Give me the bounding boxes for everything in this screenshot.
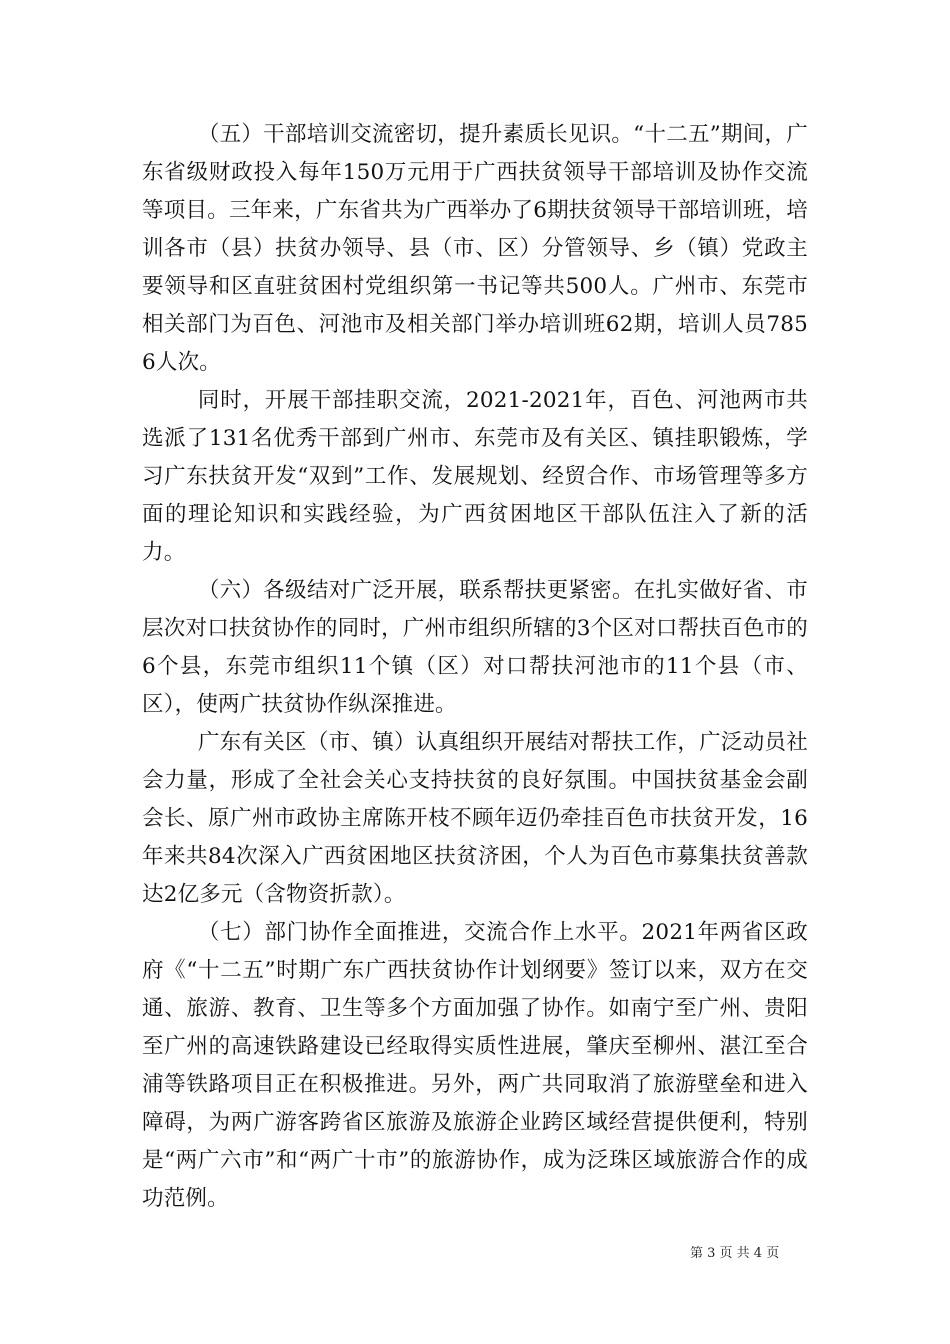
paragraph-section-6: （六）各级结对广泛开展，联系帮扶更紧密。在扎实做好省、市层次对口扶贫协作的同时，广州市组织所辖的3个区对口帮扶百色市的6个县，东莞市组织11个镇（区）对口帮扶河池市的11个县（市、区），使两广扶贫协作纵深推进。 (142, 578, 808, 717)
page-number-footer: 第 3 页 共 4 页 (690, 1246, 780, 1261)
paragraph-pairing-assistance: 广东有关区（市、镇）认真组织开展结对帮扶工作，广泛动员社会力量，形成了全社会关心支持扶贫的良好氛围。中国扶贫基金会副会长、原广州市政协主席陈开枝不顾年迈仍牵挂百色市扶贫开发，16年来共84次深入广西贫困地区扶贫济困，个人为百色市募集扶贫善款达2亿多元（含物资折款）。 (142, 730, 808, 907)
paragraph-section-7: （七）部门协作全面推进，交流合作上水平。2021年两省区政府《“十二五”时期广东广西扶贫协作计划纲要》签订以来，双方在交通、旅游、教育、卫生等多个方面加强了协作。如南宁至广州、贵阳至广州的高速铁路建设已经取得实质性进展，肇庆至柳州、湛江至合浦等铁路项目正在积极推进。另外，两广共同取消了旅游壁垒和进入障碍，为两广游客跨省区旅游及旅游企业跨区域经营提供便利，特别是“两广六市”和“两广十市”的旅游协作，成为泛珠区域旅游合作的成功范例。 (142, 920, 808, 1211)
paragraph-cadre-exchange: 同时，开展干部挂职交流，2021-2021年，百色、河池两市共选派了131名优秀干部到广州市、东莞市及有关区、镇挂职锻炼，学习广东扶贫开发“双到”工作、发展规划、经贸合作、市场管理等多方面的理论知识和实践经验，为广西贫困地区干部队伍注入了新的活力。 (142, 388, 808, 565)
document-body (142, 116, 808, 1218)
paragraph-section-5: （五）干部培训交流密切，提升素质长见识。“十二五”期间，广东省级财政投入每年150万元用于广西扶贫领导干部培训及协作交流等项目。三年来，广东省共为广西举办了6期扶贫领导干部培训班，培训各市（县）扶贫办领导、县（市、区）分管领导、乡（镇）党政主要领导和区直驻贫困村党组织第一书记等共500人。广州市、东莞市相关部门为百色、河池市及相关部门举办培训班62期，培训人员7856人次。 (142, 122, 808, 375)
